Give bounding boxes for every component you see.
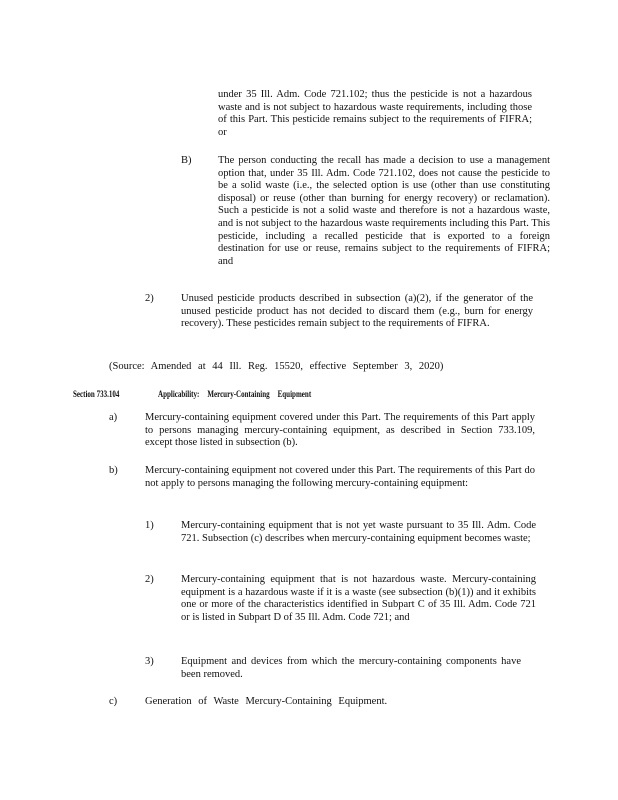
- item-b-text: The person conducting the recall has made a decision to use a management option that, under 35 Ill. Adm. Code 721.102, does not cause the pesticide to be a solid waste (i.e., the selected option is use (other than use constituting disposal) or reuse (other than burning for energy recovery) or reclamation). Such a pesticide is not a solid waste and therefore is not a hazardous waste, and is not subject to the hazardous waste requirements including this Part. This pesticide, including a recalled pesticide that is exported to a foreign destination for use or reuse, remains subject to the requirements of FIFRA; and: [218, 155, 550, 267]
- subsection-a-label: a): [109, 412, 118, 423]
- subsection-b-text: Mercury-containing equipment not covered under this Part. The requirements of this Part do not apply to persons managing the following mercury-containing equipment:: [145, 465, 535, 489]
- subsection-b-item-1-text: Mercury-containing equipment that is not yet waste pursuant to 35 Ill. Adm. Code 721. Subsection (c) describes when mercury-containing equipment becomes waste;: [181, 520, 536, 544]
- item-2-text: Unused pesticide products described in subsection (a)(2), if the generator of the unused pesticide product has not decided to discard them (e.g., burn for energy recovery). These pesticides remain subject to the requirements of FIFRA.: [181, 293, 533, 330]
- subsection-b-item-3-text: Equipment and devices from which the mercury-containing components have been removed.: [181, 656, 521, 680]
- subsection-b-item-1-label: 1): [145, 520, 154, 531]
- subsection-b-item-3-label: 3): [145, 656, 154, 667]
- subsection-b-label: b): [109, 465, 118, 476]
- subsection-a-text: Mercury-containing equipment covered under this Part. The requirements of this Part apply to persons managing mercury-containing equipment, as described in Section 733.109, except those listed in subsection (b).: [145, 412, 535, 449]
- subsection-c-text: Generation of Waste Mercury-Containing Equipment.: [145, 696, 388, 707]
- subsection-b-item-2-label: 2): [145, 574, 154, 585]
- section-title: Applicability: Mercury-Containing Equipment: [158, 389, 312, 399]
- section-number: Section 733.104: [73, 389, 120, 399]
- subsection-c-label: c): [109, 696, 118, 707]
- source-note: (Source: Amended at 44 Ill. Reg. 15520, effective September 3, 2020): [109, 361, 444, 372]
- subsection-b-item-2-text: Mercury-containing equipment that is not hazardous waste. Mercury-containing equipment is a hazardous waste if it is a waste (see subsection (b)(1)) and it exhibits one or more of the characteristics identified in Subpart C of 35 Ill. Adm. Code 721 or is listed in Subpart D of 35 Ill. Adm. Code 721; and: [181, 574, 536, 623]
- item-b-label: B): [181, 155, 192, 166]
- item-2-label: 2): [145, 293, 154, 304]
- continuation-paragraph: under 35 Ill. Adm. Code 721.102; thus the pesticide is not a hazardous waste and is not subject to hazardous waste requirements, including those of this Part. This pesticide remains subject to the requirements of FIFRA; or: [218, 89, 532, 138]
